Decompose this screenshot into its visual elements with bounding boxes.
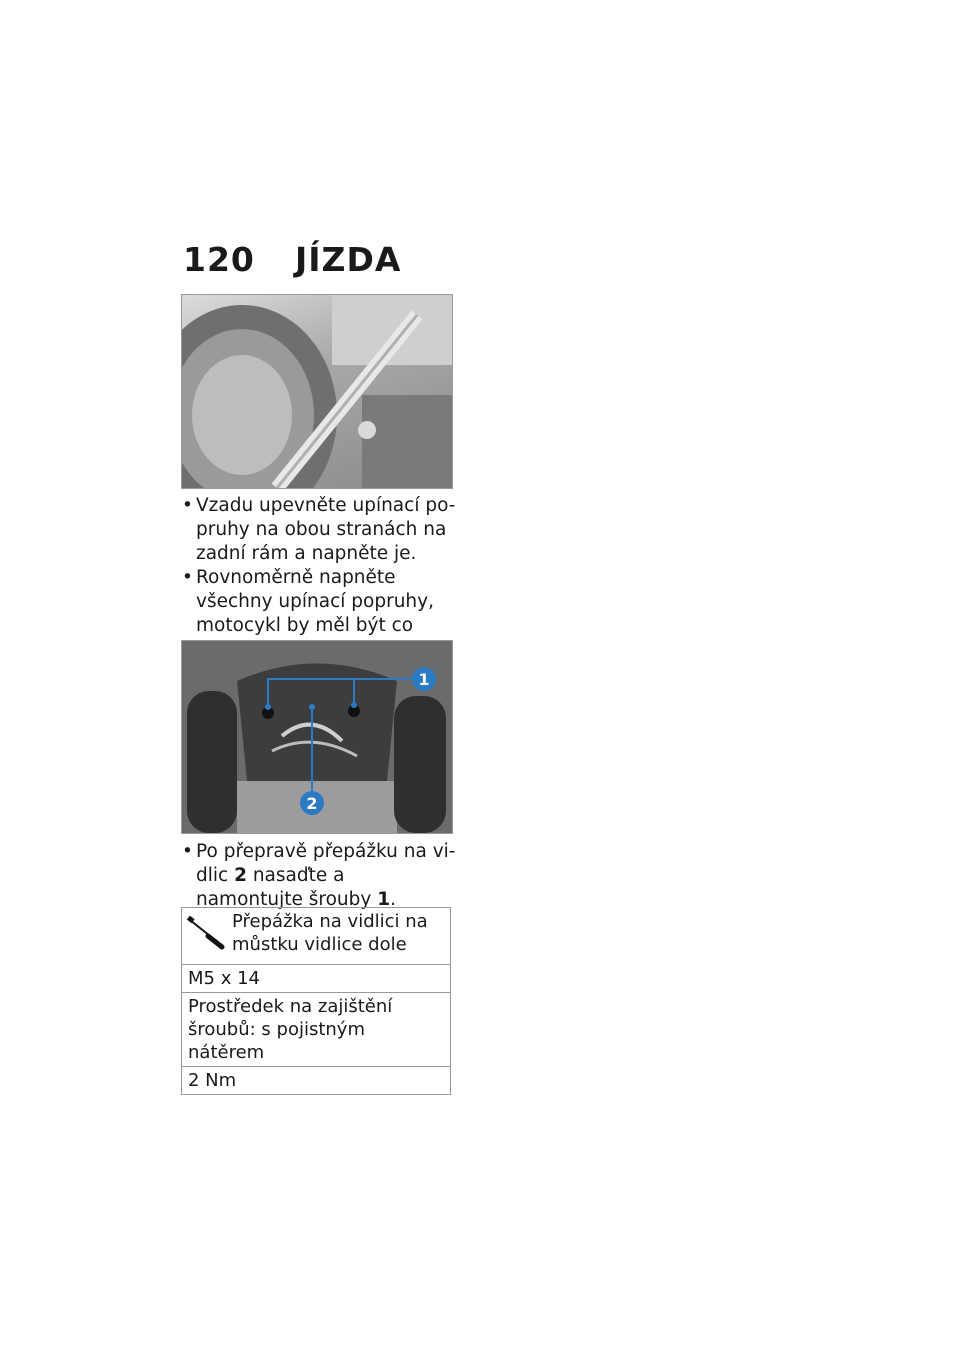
- torque-spec-table: [181, 907, 451, 1095]
- spec-size: M5 x 14: [182, 965, 451, 993]
- page-header: [183, 240, 401, 279]
- ref-1: 1: [377, 889, 391, 910]
- spec-title: Přepážka na vidlici na můstku vidlice dole: [232, 911, 428, 955]
- bullet-text-middle: nasaďte a namontujte šrouby: [196, 865, 378, 910]
- torque-wrench-icon: [186, 914, 228, 960]
- bullet-item: [182, 840, 457, 912]
- spec-locking: Prostředek na zajištění šroubů: s pojistným nátěrem: [182, 993, 451, 1067]
- instructions-fork: [182, 840, 457, 912]
- instructions-strap: [182, 494, 457, 662]
- callout-2-label: 2: [306, 794, 318, 813]
- bullet-text-after: .: [390, 889, 396, 910]
- section-title: JÍZDA: [295, 240, 402, 279]
- bullet-dot: •: [182, 495, 193, 516]
- spec-header-row: [182, 908, 451, 965]
- bullet-text-before: Po přepravě přepážku na vi-dlic: [196, 841, 456, 886]
- page-number: 120: [183, 240, 255, 279]
- spec-torque: 2 Nm: [182, 1067, 451, 1095]
- ref-2: 2: [234, 865, 247, 886]
- spec-title-cell: [182, 908, 451, 965]
- bullet-text: Vzadu upevněte upínací po-pruhy na obou stranách na zadní rám a napněte je.: [196, 495, 456, 564]
- bullet-item: [182, 494, 457, 566]
- bullet-dot: •: [182, 841, 193, 862]
- photo-rear-strap: [181, 294, 453, 489]
- callout-1-label: 1: [418, 670, 430, 689]
- photo-fork-bridge: [181, 640, 453, 834]
- bullet-text: Rovnoměrně napněte všechny upínací popruhy, motocykl by měl být co: [196, 567, 434, 636]
- spec-torque-row: [182, 1067, 451, 1095]
- spec-size-row: [182, 965, 451, 993]
- bullet-dot: •: [182, 567, 193, 588]
- spec-locking-row: [182, 993, 451, 1067]
